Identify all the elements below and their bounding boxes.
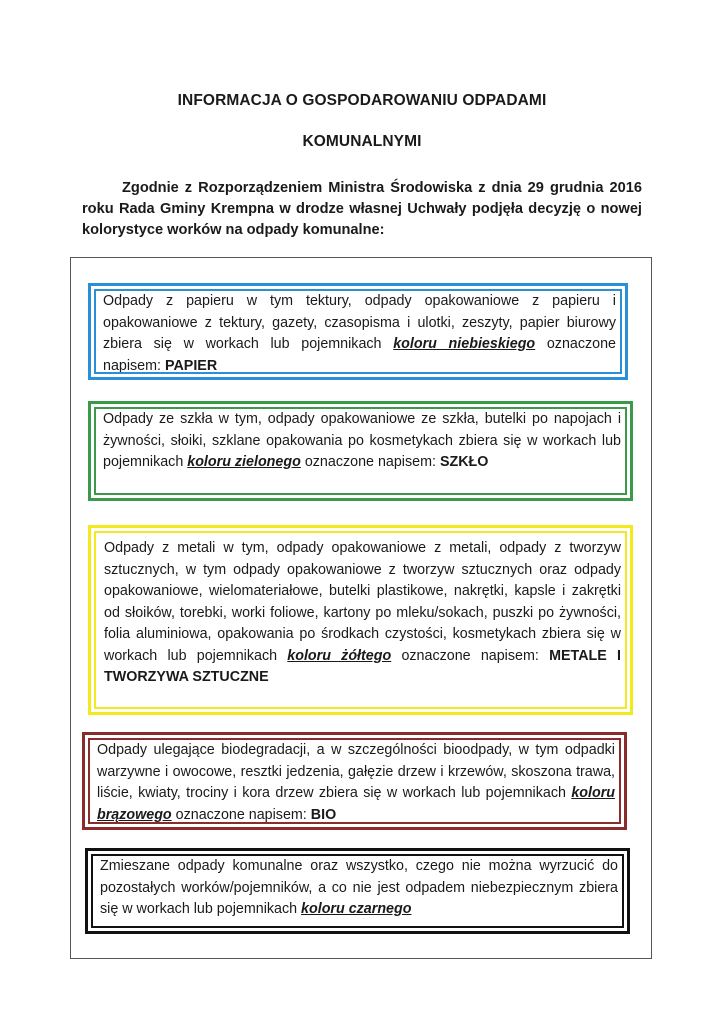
metal-plastic-bin-box (88, 525, 633, 715)
mixed-bin-box (85, 848, 630, 934)
glass-bin-suffix: oznaczone napisem: (300, 454, 440, 470)
glass-bin-marker: SZKŁO (439, 454, 489, 470)
metal-plastic-bin-marker: METALE I TWORZYWA SZTUCZNE (104, 647, 621, 685)
bio-bin-description: Odpady ulegające biodegradacji, a w szczególności bioodpady, w tym odpadki warzywne i owocowe, resztki jedzenia, gałęzie drzew i krzewów, skoszona trawa, liście, kwiaty, trociny i kora drzew zbiera się w workach lub pojemnikach (97, 742, 615, 801)
bio-bin-marker: BIO (310, 806, 337, 823)
metal-plastic-bin-description: Odpady z metali w tym, odpady opakowaniowe z metali, odpady z tworzyw sztucznych, w tym odpady opakowaniowe z tworzyw sztucznych oraz odpady opakowaniowe, wielomateriałowe, butelki plastikowe, nakrętki, kapsle i zakrętki od słoików, torebki, worki foliowe, kartony po mleku/sokach, puszki po żywności, folia aluminiowa, opakowania po środkach czystości, kosmetykach zbiera się w workach lub pojemnikach (104, 540, 621, 664)
glass-bin-box (88, 401, 633, 501)
glass-bin-description: Odpady ze szkła w tym, odpady opakowaniowe ze szkła, butelki po napojach i żywności, słoiki, szklane opakowania po kosmetykach zbiera się w workach lub pojemnikach (103, 411, 621, 470)
paper-bin-description: Odpady z papieru w tym tektury, odpady opakowaniowe z papieru i opakowaniowe z tektury, gazety, czasopisma i ulotki, zeszyty, papier biurowy zbiera się w workach lub pojemnikach (103, 293, 616, 352)
mixed-bin-description: Zmieszane odpady komunalne oraz wszystko, czego nie można wyrzucić do pozostałych worków/pojemników, a co nie jest odpadem niebezpiecznym zbiera się w workach lub pojemnikach (100, 858, 618, 917)
glass-bin-color-label: koloru zielonego (187, 454, 301, 470)
page-title-line-1: INFORMACJA O GOSPODAROWANIU ODPADAMI (177, 92, 547, 109)
intro-text: Zgodnie z Rozporządzeniem Ministra Środowiska z dnia 29 grudnia 2016 roku Rada Gminy Krempna w drodze własnej Uchwały podjęła decyzję o nowej kolorystyce worków na odpady komunalne: (82, 180, 642, 238)
paper-bin-marker: PAPIER (164, 357, 218, 374)
intro-paragraph (82, 178, 642, 241)
paper-bin-suffix: oznaczone napisem: (103, 336, 617, 374)
metal-plastic-bin-color-label: koloru żółtego (287, 647, 392, 664)
paper-bin-color-label: koloru niebieskiego (393, 336, 536, 352)
page-title-line-2: KOMUNALNYMI (302, 133, 422, 150)
bio-bin-suffix: oznaczone napisem: (171, 806, 311, 823)
bio-bin-box (82, 732, 627, 830)
paper-bin-box (88, 283, 628, 380)
metal-plastic-bin-suffix: oznaczone napisem: (391, 647, 550, 664)
mixed-bin-color-label: koloru czarnego (301, 901, 412, 917)
bio-bin-color-label: koloru brązowego (97, 785, 615, 823)
